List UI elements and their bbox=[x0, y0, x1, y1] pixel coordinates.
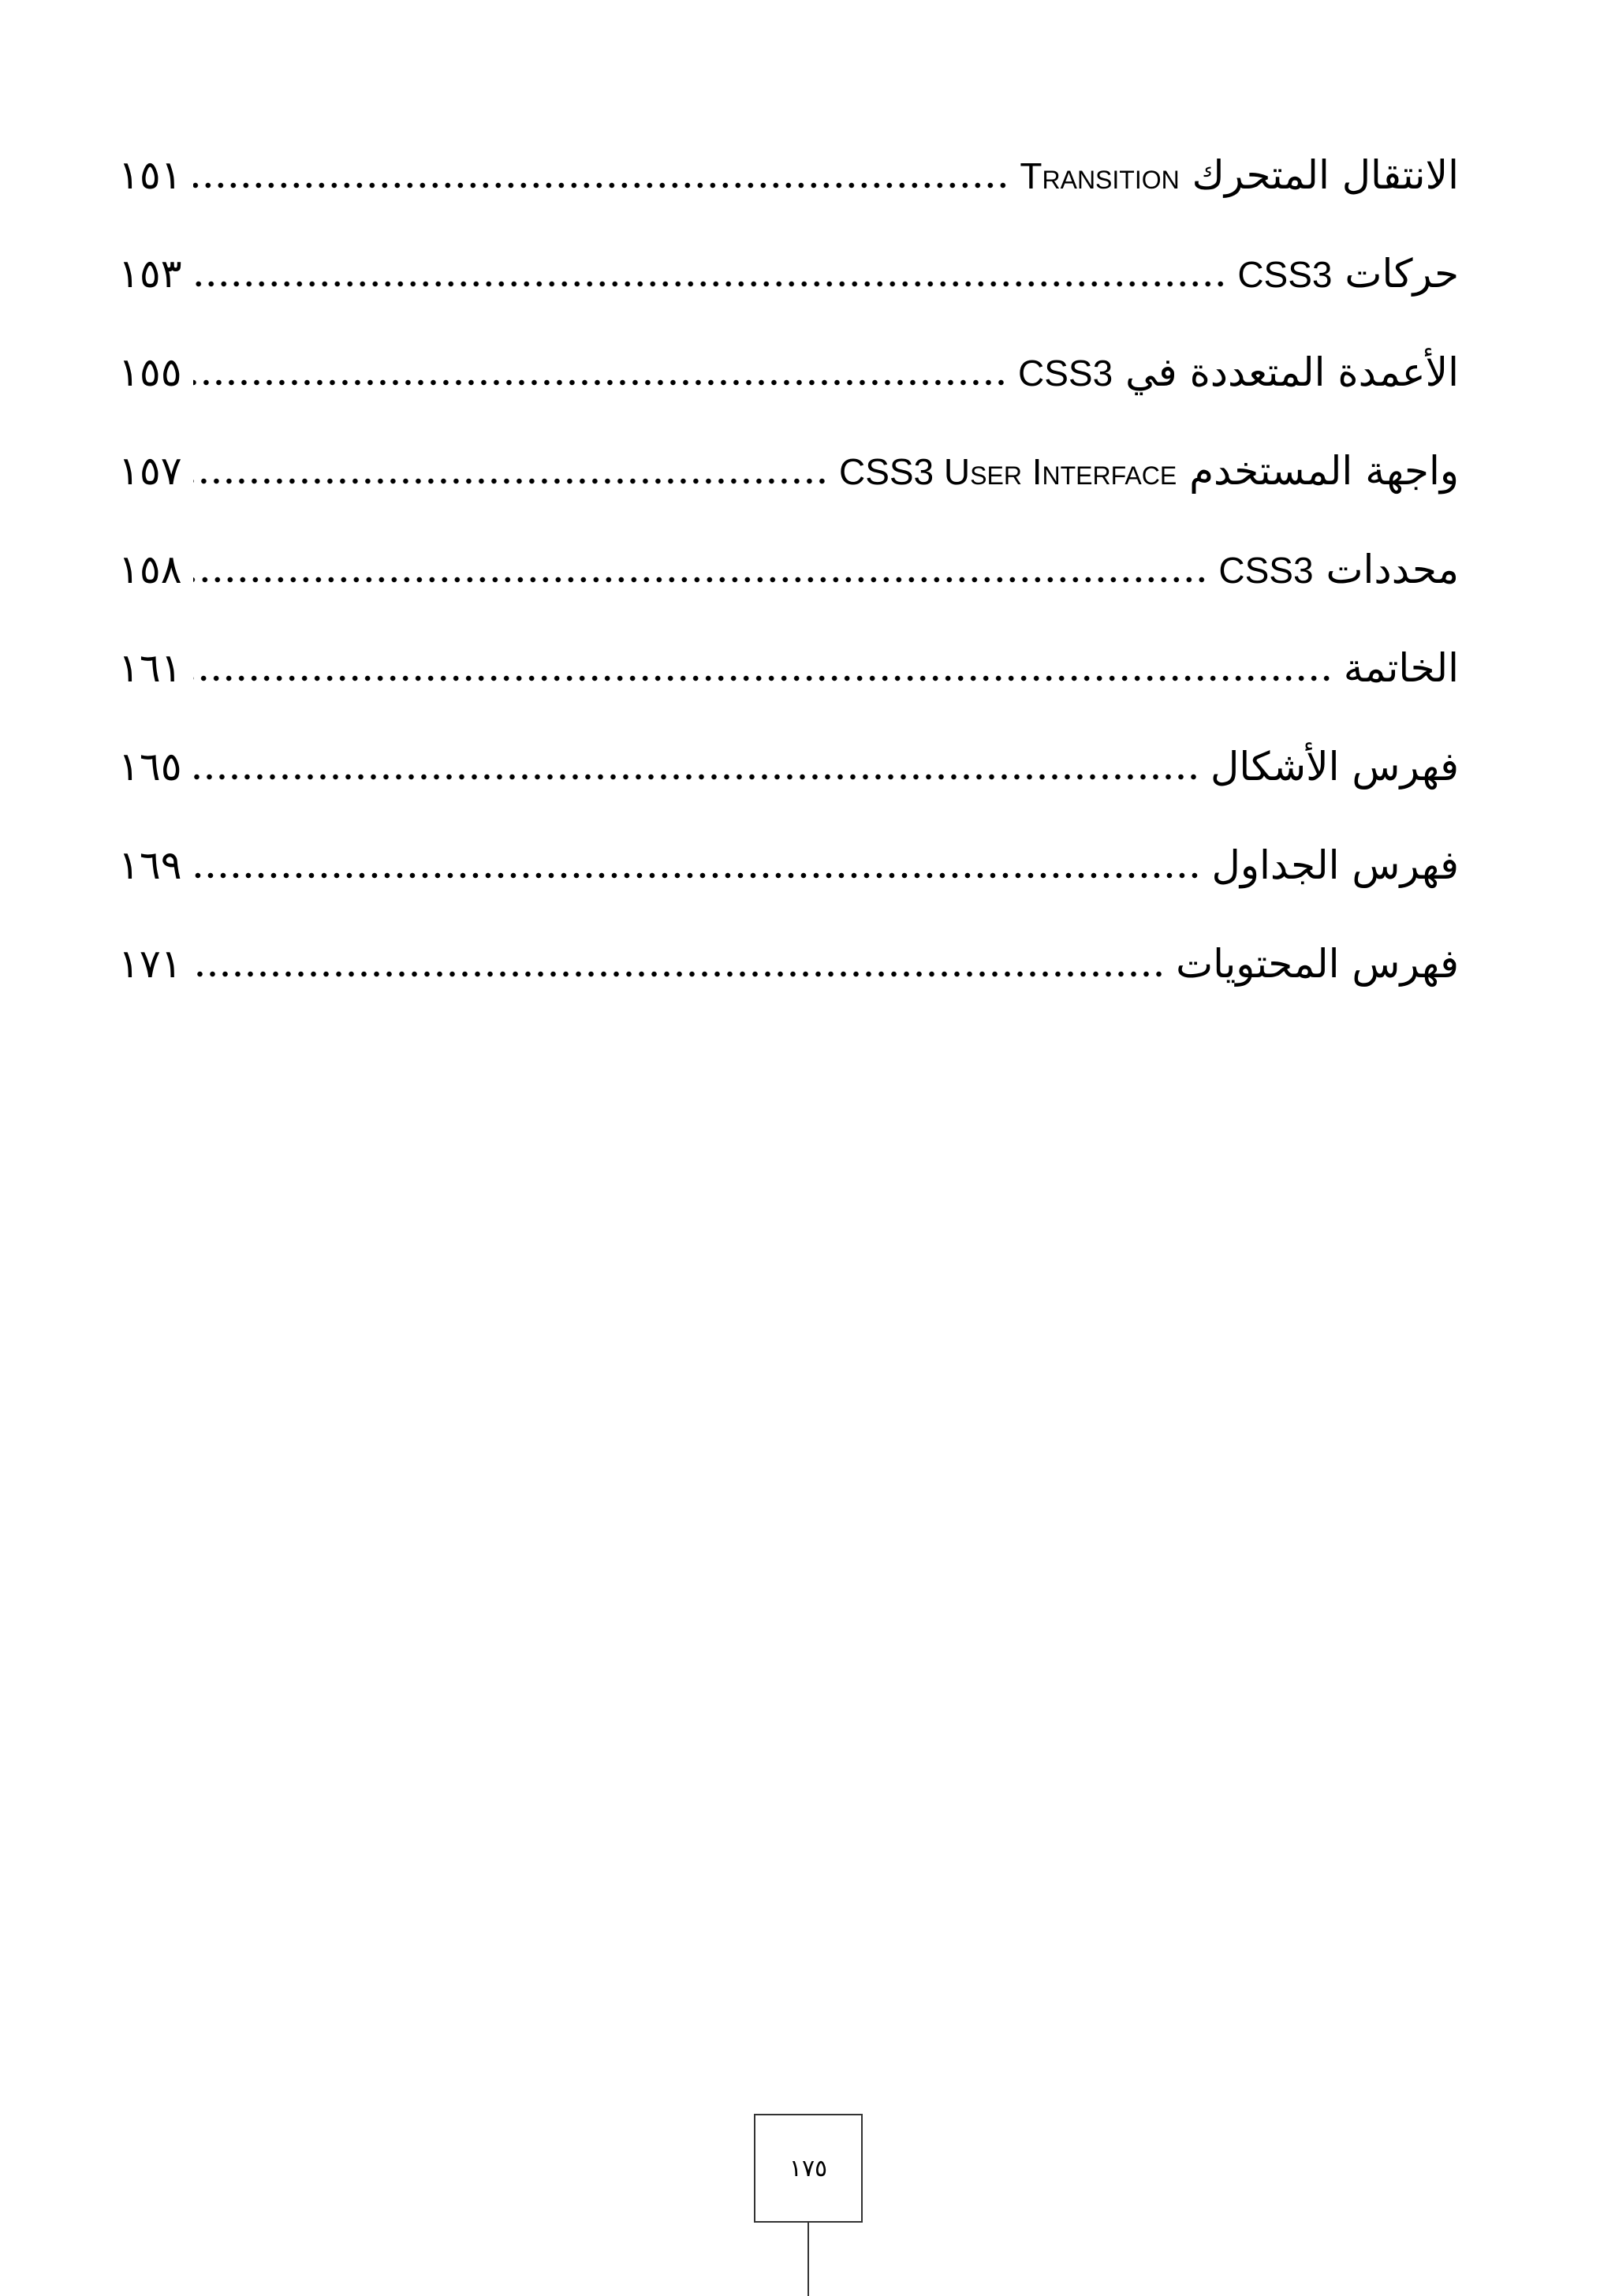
page-number-box bbox=[754, 2114, 863, 2223]
toc-entry-title: الخاتمة bbox=[1343, 645, 1459, 691]
dot-leader bbox=[193, 842, 1201, 890]
toc-entry-title: فهرس الجداول bbox=[1211, 842, 1459, 888]
toc-entry-page: ١٦١ bbox=[118, 645, 182, 691]
toc-entry-page: ١٧١ bbox=[118, 941, 182, 987]
toc-entry-title: حركات CSS3 bbox=[1237, 251, 1459, 297]
toc-entry-title: محددات CSS3 bbox=[1218, 547, 1459, 592]
dot-leader bbox=[193, 251, 1227, 298]
toc-entry-page: ١٦٥ bbox=[118, 744, 182, 790]
toc-entry-latin: CSS3 bbox=[1218, 550, 1314, 591]
dot-leader bbox=[193, 152, 1009, 200]
toc-entry-page: ١٥٧ bbox=[118, 448, 182, 494]
toc-entry-latin: CSS3 bbox=[1237, 254, 1333, 295]
toc-entry-css3-animations[interactable] bbox=[118, 225, 1459, 323]
dot-leader bbox=[193, 349, 1007, 397]
toc-entry-page: ١٦٩ bbox=[118, 842, 182, 888]
toc-entry-page: ١٥١ bbox=[118, 152, 182, 198]
toc-entry-figures-index[interactable] bbox=[118, 718, 1459, 816]
toc-entry-title: فهرس الأشكال bbox=[1210, 744, 1459, 790]
toc-entry-conclusion[interactable] bbox=[118, 619, 1459, 718]
dot-leader bbox=[193, 547, 1208, 594]
toc-entry-title: فهرس المحتويات bbox=[1176, 941, 1459, 987]
dot-leader bbox=[193, 448, 828, 495]
toc-entry-latin: Transition bbox=[1020, 155, 1180, 196]
toc-entry-title: الأعمدة المتعددة في CSS3 bbox=[1018, 349, 1459, 395]
toc-entry-page: ١٥٣ bbox=[118, 251, 182, 297]
dot-leader bbox=[193, 941, 1166, 988]
toc-entry-contents-index[interactable] bbox=[118, 915, 1459, 1014]
toc-entry-title: واجهة المستخدم CSS3 User Interface bbox=[838, 448, 1459, 494]
toc-entry-latin: CSS3 User Interface bbox=[838, 451, 1177, 492]
page-number: ١٧٥ bbox=[789, 2154, 828, 2182]
table-of-contents bbox=[118, 126, 1459, 1014]
dot-leader bbox=[193, 744, 1199, 791]
toc-entry-latin: CSS3 bbox=[1018, 353, 1113, 394]
toc-entry-tables-index[interactable] bbox=[118, 816, 1459, 915]
toc-entry-css3-user-interface[interactable] bbox=[118, 422, 1459, 521]
toc-entry-css3-selectors[interactable] bbox=[118, 521, 1459, 619]
footer-divider-line bbox=[808, 2223, 809, 2296]
toc-entry-title: الانتقال المتحرك Transition bbox=[1020, 152, 1459, 198]
toc-entry-css3-multi-columns[interactable] bbox=[118, 323, 1459, 422]
toc-entry-page: ١٥٥ bbox=[118, 349, 182, 395]
dot-leader bbox=[193, 645, 1333, 693]
toc-entry-transition[interactable] bbox=[118, 126, 1459, 225]
toc-entry-page: ١٥٨ bbox=[118, 547, 182, 592]
